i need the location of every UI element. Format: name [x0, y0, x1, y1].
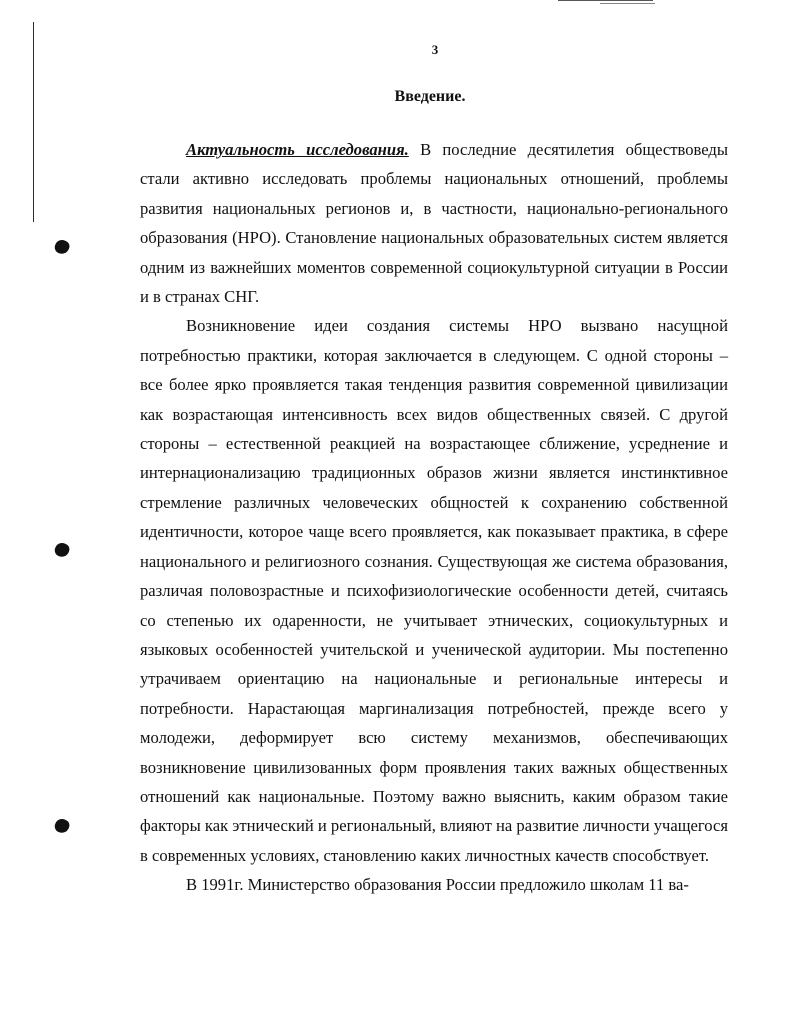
- paragraph-ministry: В 1991г. Министерство образования России предложило школам 11 ва-: [186, 875, 689, 895]
- paragraph-text: В последние десятилетия обществоведы стали активно исследовать проблемы национальных отношений, проблемы развития национальных регионов и, в частности, национально-регионального образования (НРО). Становление национальных образовательных систем является одним из важнейших моментов современной социокультурной ситуации в России и в странах СНГ.: [140, 140, 729, 307]
- paragraph-origin: Возникновение идеи создания системы НРО вызвано насущной потребностью практики, которая заключается в следующем. С одной стороны – все более ярко проявляется такая тенденция развития современной цивилизации как возрастающая интенсивность всех видов общественных связей. С другой стороны – естественной реакцией на возрастающее сближение, усреднение и интернационализацию традиционных образов жизни является инстинктивное стремление различных человеческих общностей к сохранению собственной идентичности, которое чаще всего проявляется, как показывает практика, в сфере национального и религиозного сознания. Существующая же система образования, различая половозрастные и психофизиологические особенности детей, считаясь со степенью их одаренности, не учитывает этнических, социокультурных и языковых особенностей учительской и ученической аудитории. Мы постепенно утрачиваем ориентацию на национальные и региональные интересы и потребности. Нарастающая маргинализация потребностей, прежде всего у молодежи, деформирует всю систему механизмов, обеспечивающих возникновение цивилизованных форм проявления таких важных общественных отношений как национальные. Поэтому важно выяснить, каким образом такие факторы как этнический и региональный, влияют на развитие личности учащегося в современных условиях, становлению каких личностных качеств способствует.: [140, 316, 728, 865]
- scan-artifact-line: [600, 3, 655, 4]
- section-lead-heading: Актуальность исследования.: [186, 140, 409, 159]
- page-title: Введение.: [394, 88, 466, 105]
- scan-artifact-line: [558, 0, 653, 1]
- paragraph-relevance: [140, 135, 728, 311]
- document-body: [140, 135, 728, 900]
- page-number: 3: [431, 42, 439, 57]
- punch-hole-mark: [53, 541, 72, 560]
- scan-artifact-margin-line: [33, 22, 34, 222]
- punch-hole-mark: [53, 817, 72, 836]
- punch-hole-mark: [53, 238, 72, 257]
